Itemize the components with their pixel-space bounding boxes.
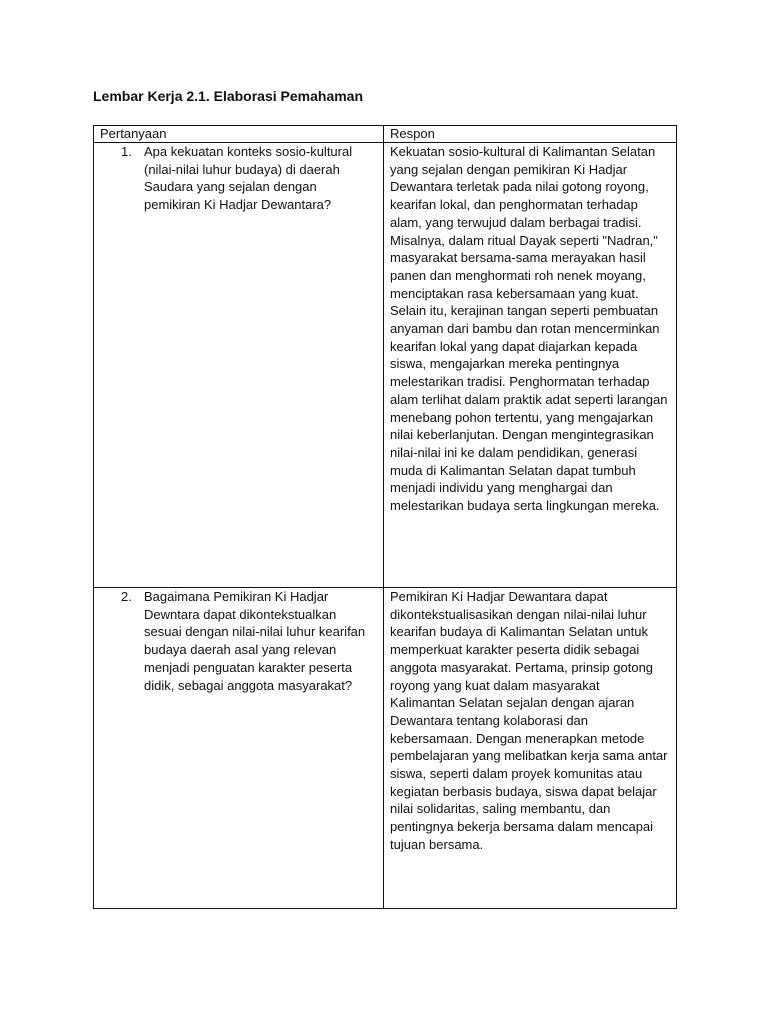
table-header-row <box>94 126 677 143</box>
question-cell <box>94 143 384 588</box>
question-item <box>100 143 377 214</box>
response-text: Pemikiran Ki Hadjar Dewantara dapat dikontekstualisasikan dengan nilai-nilai luhur kearifan budaya di Kalimantan Selatan untuk memperkuat karakter peserta didik sebagai anggota masyarakat. Pertama, prinsip gotong royong yang kuat dalam masyarakat Kalimantan Selatan sejalan dengan ajaran Dewantara tentang kolaborasi dan kebersamaan. Dengan menerapkan metode pembelajaran yang melibatkan kerja sama antar siswa, seperti dalam proyek komunitas atau kegiatan berbasis budaya, siswa dapat belajar nilai solidaritas, saling membantu, dan pentingnya bekerja bersama dalam mencapai tujuan bersama. <box>390 589 668 852</box>
table-row <box>94 588 677 909</box>
response-cell <box>384 588 677 909</box>
question-number: 2. <box>121 589 132 604</box>
column-header-respon: Respon <box>384 126 677 143</box>
response-text: Kekuatan sosio-kultural di Kalimantan Selatan yang sejalan dengan pemikiran Ki Hadjar Dewantara terletak pada nilai gotong royong, kearifan lokal, dan penghormatan terhadap alam, yang terwujud dalam berbagai tradisi. Misalnya, dalam ritual Dayak seperti "Nadran," masyarakat bersama-sama merayakan hasil panen dan menghormati roh nenek moyang, menciptakan rasa kebersamaan yang kuat. Selain itu, kerajinan tangan seperti pembuatan anyaman dari bambu dan rotan mencerminkan kearifan lokal yang dapat diajarkan kepada siswa, mengajarkan mereka pentingnya melestarikan tradisi. Penghormatan terhadap alam terlihat dalam praktik adat seperti larangan menebang pohon tertentu, yang mengajarkan nilai keberlanjutan. Dengan mengintegrasikan nilai-nilai ini ke dalam pendidikan, generasi muda di Kalimantan Selatan dapat tumbuh menjadi individu yang menghargai dan melestarikan budaya serta lingkungan mereka. <box>390 144 668 514</box>
question-number: 1. <box>121 144 132 159</box>
worksheet-table <box>93 125 677 909</box>
table-row <box>94 143 677 588</box>
page-title: Lembar Kerja 2.1. Elaborasi Pemahaman <box>93 88 364 104</box>
column-header-pertanyaan: Pertanyaan <box>94 126 384 143</box>
question-text: Bagaimana Pemikiran Ki Hadjar Dewntara dapat dikontekstualkan sesuai dengan nilai-nilai luhur kearifan budaya daerah asal yang relevan menjadi penguatan karakter peserta didik, sebagai anggota masyarakat? <box>144 589 366 693</box>
question-cell <box>94 588 384 909</box>
question-item <box>100 588 377 694</box>
response-cell <box>384 143 677 588</box>
question-text: Apa kekuatan konteks sosio-kultural (nilai-nilai luhur budaya) di daerah Saudara yang sejalan dengan pemikiran Ki Hadjar Dewantara? <box>144 144 353 213</box>
